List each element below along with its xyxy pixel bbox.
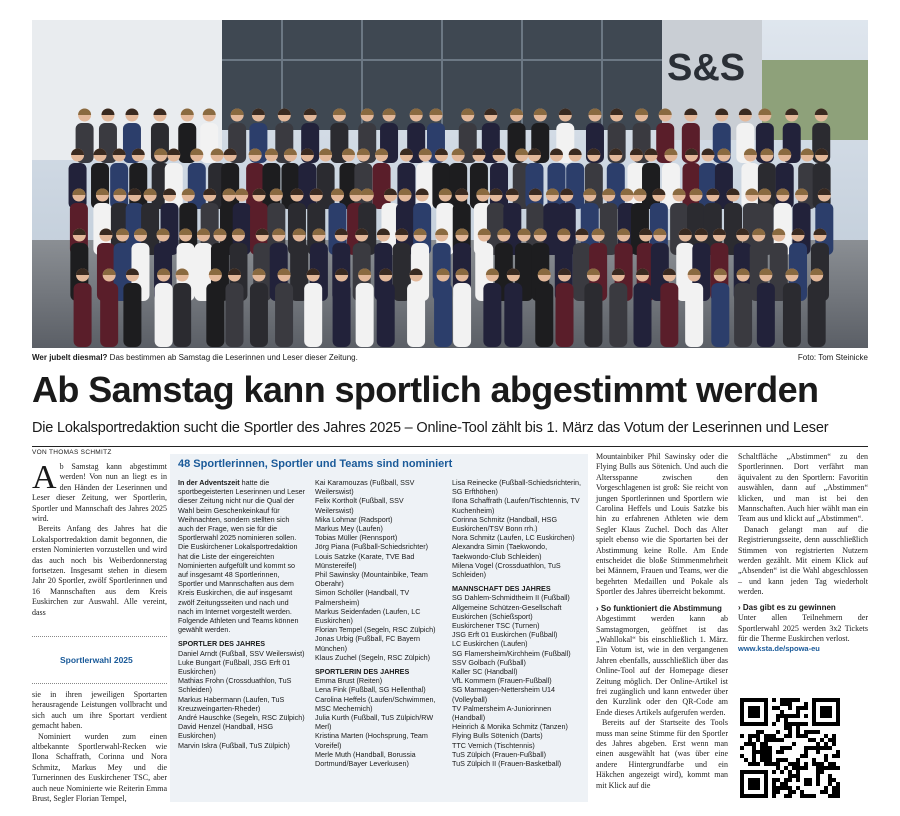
nominee-entry: Emma Brust (Reiten) — [315, 676, 383, 686]
nominee-entry: Markus Seidenfaden (Laufen, LC Euskirchen) — [315, 606, 421, 626]
nominee-entry: Luke Bungart (Fußball, JSG Erft 01 Euskirchen) — [178, 657, 291, 677]
nominee-entry: André Hauschke (Segeln, RSC Zülpich) — [178, 713, 305, 723]
nominee-entry: Simon Schöller (Handball, TV Palmersheim) — [315, 588, 410, 607]
qr-code[interactable] — [740, 698, 840, 798]
subheadline: Die Lokalsportredaktion sucht die Sportler des Jahres 2025 – Online-Tool zählt bis 1. März das Votum der Leserinnen und Leser — [32, 420, 829, 436]
nominee-entry: Marvin Iskra (Fußball, TuS Zülpich) — [178, 740, 290, 750]
nominee-entry: Mathias Frohn (Crossduathlon, TuS Schleiden) — [178, 676, 292, 695]
article-col-1b — [32, 690, 167, 804]
nominee-entry: Kristina Marten (Hochsprung, Team Voreifel) — [315, 731, 428, 750]
nominee-entry: Merle Muth (Handball, Borussia Dortmund/Bayer Leverkusen) — [315, 749, 416, 769]
sportlerwahl-box — [32, 636, 167, 684]
sportler-list — [315, 478, 443, 662]
team-photo — [32, 20, 868, 348]
article-paragraph: Bereits Anfang des Jahres hat die Lokalsportredaktion damit begonnen, die ersten Nominierten vorzustellen und wird das auch noch bis Weiberdonnerstag fortsetzen. Insgesamt stehen in diesem Jahr 20 Sportler, zwölf Sportlerinnen und 16 Mannschaften aus dem Kreis Euskirchen zur Auswahl. Alle vereint, dass — [32, 524, 167, 617]
mannschaft-heading: MANNSCHAFT DES JAHRES — [452, 584, 551, 594]
nominee-entry: Tobias Müller (Rennsport) — [315, 533, 398, 543]
intro-text: hatte die sportbegeisterten Leserinnen und Leser dieser Zeitung nicht nur die Qual der Wahl beim Geschenkeinkauf für Weihnachten, sondern stellten sich auch der Frage, wen sie für die Sportlerwahl 2025 nominieren sollen. Die Euskirchener Lokalsportredaktion hat die Liste der eingereichten Nominierten aufgefüllt und kommt so auf insgesamt 48 Sportlerinnen, Sportler und Mannschaften aus dem Kreis Euskirchen, die auf insgesamt zwölf Zeitungsseiten und nach und nach im Internet vorgestellt werden. Folgende Athleten und Teams können gewählt werden. — [178, 478, 306, 635]
caption-lead: Wer jubelt diesmal? — [32, 353, 108, 362]
drop-cap: A — [32, 459, 57, 496]
nominee-entry: Kai Karamouzas (Fußball, SSV Weilerswist) — [315, 478, 415, 497]
nominee-entry: LC Euskirchen (Laufen) — [452, 639, 528, 649]
nominee-entry: Felix Kortholt (Fußball, SSV Weilerswist) — [315, 496, 404, 515]
sportler-list — [178, 649, 306, 750]
article-paragraph: Abgestimmt werden kann ab Samstagmorgen, geöffnet ist das „Wahllokal“ bis einschließlich 1. März. Ein Votum ist, wie in den vergangenen Jahren ebenfalls, ausschließlich über das Online-Tool auf der Homepage dieser Zeitung möglich. Der Online-Artikel ist frei zugänglich und kann entweder über den Kurzlink oder den QR-Code am Ende dieses Artikels aufgerufen werden. — [596, 614, 728, 717]
article-paragraph: Nominiert wurden zum einen altbekannte Sportlerwahl-Recken wie Ilona Schaffrath, Corinna und Nora Schmitz, Markus Mey und die Turnerinnen des Euskirchener TSC, aber auch neue Nominierte wie Reiterin Emma Brust, Segler Florian Tempel, — [32, 731, 167, 804]
nominee-entry: VfL Kommern (Frauen-Fußball) — [452, 676, 552, 686]
nominee-entry: Phil Sawinsky (Mountainbike, Team Oberahr) — [315, 570, 428, 589]
nominee-entry: TuS Zülpich II (Frauen-Basketball) — [452, 759, 562, 769]
article-paragraph: sie in ihren jeweiligen Sportarten herausragende Leistungen vollbracht und sich auch um ihre Sportart verdient gemacht haben. — [32, 690, 167, 731]
building-sign: S&S — [667, 47, 746, 89]
nominee-entry: Jörg Piana (Fußball-Schiedsrichter) — [315, 542, 429, 552]
headline: Ab Samstag kann sportlich abgestimmt werden — [32, 369, 819, 410]
sportlerin-list — [452, 478, 582, 579]
divider — [32, 446, 868, 447]
photo-caption — [32, 352, 868, 366]
sportlerin-heading: SPORTLERIN DES JAHRES — [315, 667, 410, 677]
nominee-entry: Lena Fink (Fußball, SG Hellenthal) — [315, 685, 426, 695]
nominee-entry: Mika Lohmar (Radsport) — [315, 514, 393, 524]
sportlerwahl-title: Sportlerwahl 2025 — [60, 655, 133, 665]
nominees-col-3 — [452, 478, 582, 768]
nominee-entry: Kaller SC (Handball) — [452, 667, 518, 677]
nominee-entry: David Henzel (Handball, HSG Euskirchen) — [178, 722, 274, 741]
nominee-entry: SG Flamersheim/Kirchheim (Fußball) — [452, 648, 571, 658]
article-paragraph: Unter allen Teilnehmern der Sportlerwahl 2025 werden 3x2 Tickets für die Therme Euskirchen verlost. — [738, 613, 868, 643]
nominee-entry: TV Palmersheim A-Juniorinnen (Handball) — [452, 703, 552, 723]
nominee-entry: Florian Tempel (Segeln, RSC Zülpich) — [315, 625, 436, 635]
nominees-col-2 — [315, 478, 443, 768]
nominee-entry: JSG Erft 01 Euskirchen (Fußball) — [452, 630, 558, 640]
byline: VON THOMAS SCHMITZ — [32, 449, 112, 456]
nominee-entry: Allgemeine Schützen-Gesellschaft Euskirchen (Schießsport) — [452, 602, 562, 621]
article-paragraph: Bereits auf der Startseite des Tools muss man seine Stimme für den Sportler des Jahres abgeben. Erst wenn man einen ausgewählt hat (was über eine andere Hintergrundfarbe und ein Häkchen angezeigt wird), kommt man mit Klick auf die — [596, 718, 728, 790]
nominee-entry: Daniel Arndt (Fußball, SSV Weilerswist) — [178, 648, 305, 658]
nominee-entry: Ilona Schaffrath (Laufen/Tischtennis, TV Kuchenheim) — [452, 496, 580, 515]
mannschaft-list — [452, 593, 582, 768]
article-col-1 — [32, 459, 167, 618]
nominee-entry: Heinrich & Monika Schmitz (Tanzen) — [452, 722, 568, 732]
nominees-box — [170, 454, 588, 802]
nominee-entry: Euskirchener TSC (Turnen) — [452, 621, 540, 631]
nominee-entry: SG Dahlem-Schmidtheim II (Fußball) — [452, 593, 570, 603]
vote-link[interactable]: www.ksta.de/spowa-eu — [738, 644, 820, 654]
nominee-entry: SSV Golbach (Fußball) — [452, 657, 526, 667]
nominee-entry: Markus Mey (Laufen) — [315, 524, 383, 534]
nominee-entry: Alexandra Simin (Taekwondo, Taekwondo-Club Schleiden) — [452, 542, 548, 561]
nominee-entry: Klaus Zuchel (Segeln, RSC Zülpich) — [315, 652, 431, 662]
article-paragraph: Mountainbiker Phil Sawinsky oder die Flying Bulls aus Sötenich. Und auch die Altersspanne zwischen den Vorgeschlagenen ist groß: Sie reicht von jungen Sportlerinnen und Sportlern wie Carolina Heffels und Louis Satzke bis hin zu erfahrenen Athleten wie dem Segler Klaus Zuchel. Doch das Alter spielt ebenso wie die Sportarten bei der Abstimmung keine Rolle. Am Ende entscheidet die bloße Stimmenmehrheit bei Männern, Frauen und Teams, wer die begehrten Medaillen und Pokale als Sportler des Jahres überreicht bekommt. — [596, 452, 728, 597]
nominee-entry: SG Marmagen-Nettersheim U14 (Volleyball) — [452, 685, 556, 704]
nominees-col-1 — [178, 478, 306, 750]
nominee-entry: Carolina Heffels (Laufen/Schwimmen, MSC Mechernich) — [315, 694, 436, 713]
nominee-entry: Louis Satzke (Karate, TVE Bad Münstereifel) — [315, 551, 415, 570]
sportlerin-list — [315, 676, 443, 768]
nominee-entry: Lisa Reinecke (Fußball-Schiedsrichterin, SG Erfthöhen) — [452, 478, 582, 497]
sportler-heading: SPORTLER DES JAHRES — [178, 639, 266, 649]
section-heading: › So funktioniert die Abstimmung — [596, 603, 722, 613]
article-paragraph: Danach gelangt man auf die Registrierungsseite, denn ausschließlich Stimmen von registrierten Nutzern werden gezählt. Mit einem Klick auf „Absenden“ ist die Wahl abgeschlossen – und kann jeden Tag wiederholt werden. — [738, 524, 868, 597]
nominee-entry: Flying Bulls Sötenich (Darts) — [452, 731, 543, 741]
section-heading: › Das gibt es zu gewinnen — [738, 602, 836, 612]
article-col-3 — [596, 452, 728, 791]
article-paragraph: b Samstag kann abgestimmt werden! Von nun an liegt es in den Händen der Leserinnen und Leser dieser Zeitung, wer Sportlerin, Sportler und Mannschaft des Jahres 2025 wird. — [32, 462, 167, 524]
article-col-4 — [738, 452, 868, 655]
intro-lead: In der Adventszeit — [178, 478, 240, 487]
nominee-entry: Milena Vogel (Crossduathlon, TuS Schleiden) — [452, 560, 561, 580]
nominee-entry: Nora Schmitz (Laufen, LC Euskirchen) — [452, 533, 575, 543]
photo-credit: Foto: Tom Steinicke — [797, 353, 868, 362]
caption-text: Das bestimmen ab Samstag die Leserinnen und Leser dieser Zeitung. — [109, 353, 358, 362]
nominee-entry: TTC Vernich (Tischtennis) — [452, 740, 535, 750]
nominee-entry: Corinna Schmitz (Handball, HSG Euskirchen/TSV Bonn rrh.) — [452, 514, 558, 534]
nominee-entry: Jonas Urbig (Fußball, FC Bayern München) — [315, 634, 421, 653]
nominee-entry: Julia Kurth (Fußball, TuS Zülpich/RW Merl) — [315, 713, 434, 732]
nominee-entry: Markus Habermann (Laufen, TuS Kreuzweingarten-Rheder) — [178, 694, 285, 713]
article-paragraph: Schaltfläche „Abstimmen“ zu den Sportlerinnen. Dort verfährt man äquivalent zu den Sportlern: Favoritin auswählen, dann auf „Abstimmen“ klicken, und man ist bei den Mannschaften. Auch hier wählt man ein Team aus und klickt auf „Abstimmen“. — [738, 452, 868, 524]
nominees-title: 48 Sportlerinnen, Sportler und Teams sind nominiert — [178, 458, 453, 470]
nominee-entry: TuS Zülpich (Frauen-Fußball) — [452, 749, 546, 759]
